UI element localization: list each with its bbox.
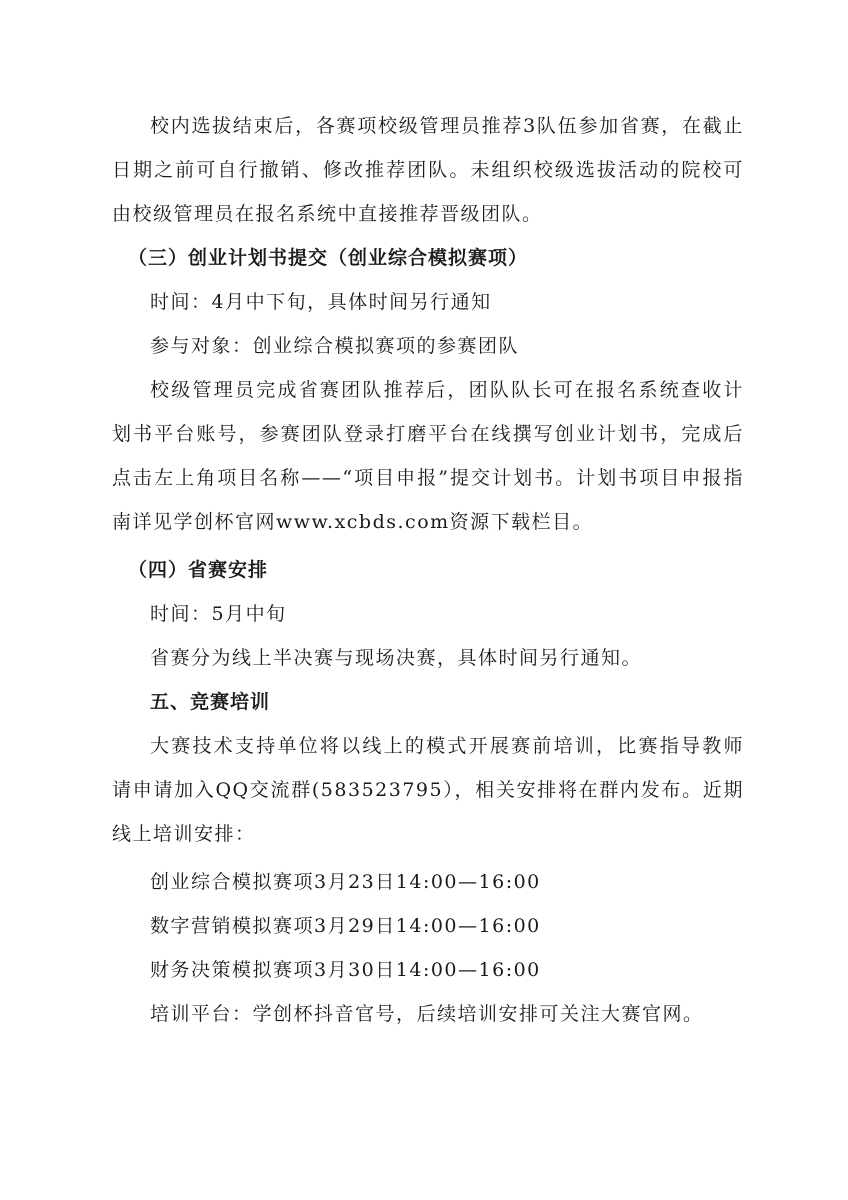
heading-plan-submission: （三）创业计划书提交（创业综合模拟赛项） — [128, 247, 529, 269]
heading-training: 五、竞赛培训 — [150, 691, 271, 713]
paragraph-selection-result: 校内选拔结束后，各赛项校级管理员推荐3队伍参加省赛，在截止日期之前可自行撤销、修改推荐团队。未组织校级选拔活动的院校可由校级管理员在报名系统中直接推荐晋级团队。 — [112, 115, 744, 225]
heading-provincial: （四）省赛安排 — [128, 559, 269, 581]
paragraph-plan-detail: 校级管理员完成省赛团队推荐后，团队队长可在报名系统查收计划书平台账号，参赛团队登录打磨平台在线撰写创业计划书，完成后点击左上角项目名称——“项目申报”提交计划书。计划书项目申报指南详见学创杯官网www.xcbds.com资源下载栏目。 — [112, 379, 744, 533]
paragraph-training: 大赛技术支持单位将以线上的模式开展赛前培训，比赛指导教师请申请加入QQ交流群(583523795），相关安排将在群内发布。近期线上培训安排： — [112, 735, 744, 845]
training-session-1: 创业综合模拟赛项3月23日14:00—16:00 — [150, 871, 541, 893]
training-session-3: 财务决策模拟赛项3月30日14:00—16:00 — [150, 959, 541, 981]
provincial-detail-line: 省赛分为线上半决赛与现场决赛，具体时间另行通知。 — [150, 647, 643, 669]
provincial-time-line: 时间：5月中旬 — [150, 603, 287, 625]
plan-target-line: 参与对象：创业综合模拟赛项的参赛团队 — [150, 335, 520, 357]
training-platform-line: 培训平台：学创杯抖音官号，后续培训安排可关注大赛官网。 — [150, 1003, 704, 1025]
plan-time-line: 时间：4月中下旬，具体时间另行通知 — [150, 291, 492, 313]
training-session-2: 数字营销模拟赛项3月29日14:00—16:00 — [150, 915, 541, 937]
